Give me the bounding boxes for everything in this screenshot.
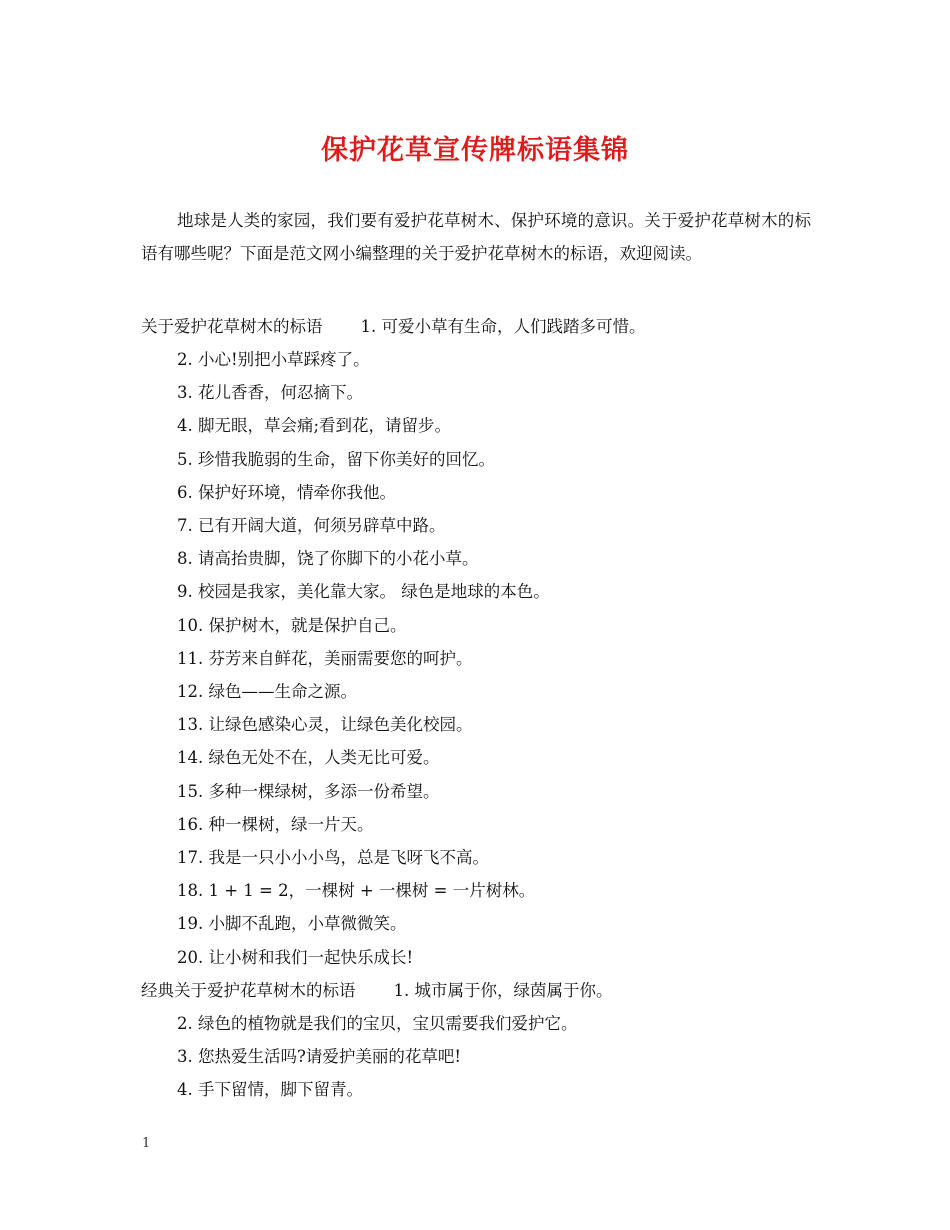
document-title: 保护花草宣传牌标语集锦 bbox=[321, 135, 629, 166]
list-item: 4. 脚无眼，草会痛;看到花，请留步。 bbox=[177, 416, 452, 435]
list-item: 1. 城市属于你，绿茵属于你。 bbox=[393, 981, 613, 1000]
intro-paragraph: 地球是人类的家园，我们要有爱护花草树木、保护环境的意识。关于爱护花草树木的标语有哪些呢？下面是范文网小编整理的关于爱护花草树木的标语，欢迎阅读。 bbox=[141, 211, 811, 263]
list-item: 6. 保护好环境，情牵你我他。 bbox=[177, 483, 396, 502]
list-item: 15. 多种一棵绿树，多添一份希望。 bbox=[177, 782, 440, 801]
section-heading-line bbox=[141, 981, 613, 1001]
list-item: 3. 花儿香香，何忍摘下。 bbox=[177, 383, 363, 402]
list-item: 18. 1 + 1 = 2，一棵树 + 一棵树 = 一片树林。 bbox=[177, 881, 536, 900]
list-item: 9. 校园是我家，美化靠大家。 绿色是地球的本色。 bbox=[177, 582, 550, 601]
list-item: 16. 种一棵树，绿一片天。 bbox=[177, 815, 374, 834]
list-item: 10. 保护树木，就是保护自己。 bbox=[177, 616, 407, 635]
page-number: 1 bbox=[142, 1136, 151, 1151]
list-item: 17. 我是一只小小小鸟，总是飞呀飞不高。 bbox=[177, 848, 489, 867]
list-item: 14. 绿色无处不在，人类无比可爱。 bbox=[177, 748, 440, 767]
list-item: 20. 让小树和我们一起快乐成长! bbox=[177, 948, 414, 967]
list-item: 8. 请高抬贵脚，饶了你脚下的小花小草。 bbox=[177, 549, 479, 568]
list-item: 2. 绿色的植物就是我们的宝贝，宝贝需要我们爱护它。 bbox=[177, 1014, 578, 1033]
list-item: 3. 您热爱生活吗?请爱护美丽的花草吧! bbox=[177, 1047, 461, 1066]
section-heading: 经典关于爱护花草树木的标语 bbox=[141, 981, 356, 1000]
section-heading-line bbox=[141, 317, 646, 337]
list-item: 12. 绿色——生命之源。 bbox=[177, 682, 357, 701]
list-item: 7. 已有开阔大道，何须另辟草中路。 bbox=[177, 516, 446, 535]
list-item: 13. 让绿色感染心灵，让绿色美化校园。 bbox=[177, 715, 473, 734]
list-item: 2. 小心!别把小草踩疼了。 bbox=[177, 350, 370, 369]
section-heading: 关于爱护花草树木的标语 bbox=[141, 317, 323, 336]
list-item: 5. 珍惜我脆弱的生命，留下你美好的回忆。 bbox=[177, 450, 495, 469]
list-item: 4. 手下留情，脚下留青。 bbox=[177, 1080, 363, 1099]
list-item: 1. 可爱小草有生命，人们践踏多可惜。 bbox=[360, 317, 646, 336]
list-item: 11. 芬芳来自鲜花，美丽需要您的呵护。 bbox=[177, 649, 473, 668]
list-item: 19. 小脚不乱跑，小草微微笑。 bbox=[177, 914, 407, 933]
